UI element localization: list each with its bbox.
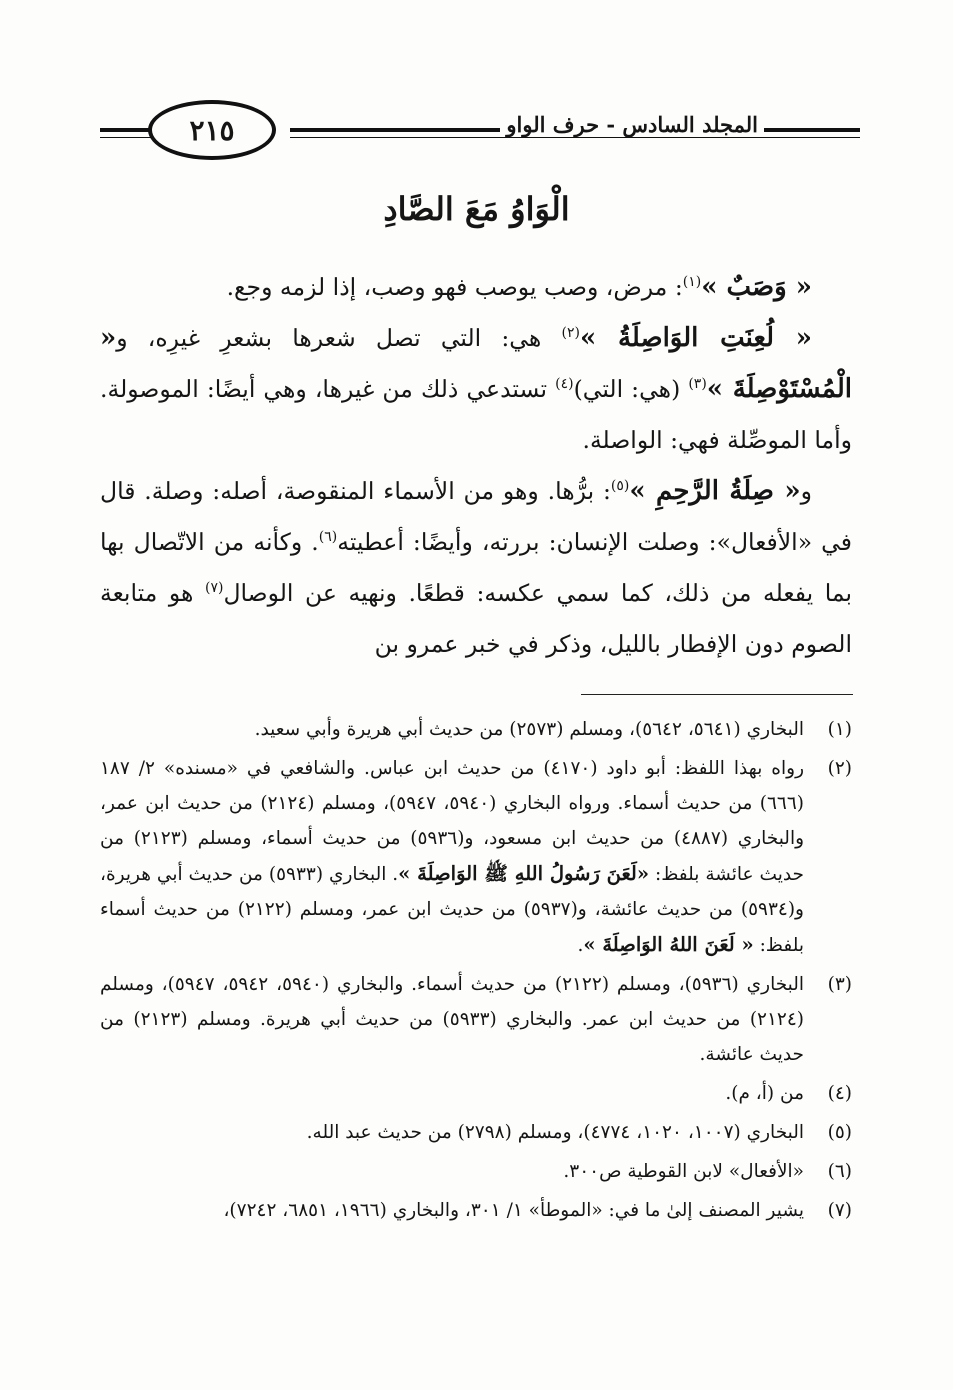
page-number: ٢١٥: [148, 100, 276, 160]
term-mustawsila: « الْمُسْتَوْصِلَةَ »: [100, 323, 852, 404]
running-head: المجلد السادس - حرف الواو: [500, 112, 764, 137]
footnote-text: [100, 751, 804, 963]
paragraph-text: هي: التي تصل شعرها بشعرِ غيرِه، و: [116, 324, 562, 352]
footnote-4: [100, 1076, 852, 1111]
footnotes: [100, 712, 852, 1232]
footnote-7: [100, 1193, 852, 1228]
footnote-5: [100, 1115, 852, 1150]
paragraph-wasila: [100, 313, 852, 466]
term-silat-rahim: « صِلَةُ الرَّحِمِ »: [629, 476, 801, 506]
footnote-ref: (١): [682, 274, 702, 291]
footnote-ref: (٧): [204, 580, 224, 597]
paragraph-text: تستدعي ذلك من غيرها، وهي أيضًا: الموصولة. وأما الموصِّلة فهي: الواصلة.: [100, 375, 852, 454]
footnote-number: (٥): [827, 1122, 852, 1143]
main-text: [100, 262, 852, 670]
footnote-text: البخاري (٥٦٤١، ٥٦٤٢)، ومسلم (٢٥٧٣) من حديث أبي هريرة وأبي سعيد.: [254, 719, 804, 740]
header-rule-left: [100, 128, 152, 132]
footnote-text-part: .: [577, 935, 584, 956]
paragraph-wasab: [100, 262, 852, 313]
footnote-number: (٧): [827, 1200, 852, 1221]
footnote-2: [100, 751, 852, 963]
paragraph-text: (هي: التي): [573, 375, 689, 403]
footnote-ref: (٦): [318, 529, 338, 546]
paragraph-silat-rahim: [100, 466, 852, 670]
hadith-quote: «لَعَنَ رَسُولُ اللهِ ﷺ الوَاصِلَةَ »: [398, 862, 650, 885]
footnote-number: (٦): [827, 1161, 852, 1182]
footnote-ref: (٣): [688, 376, 707, 393]
footnote-ref: (٥): [610, 478, 630, 495]
footnote-text: يشير المصنف إلىٰ ما في: «الموطأ» ١/ ٣٠١، والبخاري (١٩٦٦، ٦٨٥١، ٧٢٤٢)،: [223, 1200, 804, 1221]
footnote-text: «الأفعال» لابن القوطية ص٣٠٠.: [563, 1161, 804, 1182]
page-header: [100, 98, 860, 170]
footnote-1: [100, 712, 852, 747]
footnote-separator: [581, 694, 853, 695]
paragraph-text: : مرض، وصب يوصب فهو وصب، إذا لزمه وجع.: [226, 273, 683, 301]
footnote-number: (١): [827, 719, 852, 740]
footnote-text: البخاري (١٠٠٧، ١٠٢٠، ٤٧٧٤)، ومسلم (٢٧٩٨) من حديث عبد الله.: [306, 1122, 804, 1143]
header-rule-right-thin: [290, 137, 860, 138]
footnote-6: [100, 1154, 852, 1189]
paragraph-text: : برُّها. وهو من الأسماء المنقوصة، أصله: وصلة. قال في «الأفعال»: وصلت الإنسان: بررته، وأيضًا: أعطيته: [100, 477, 852, 556]
hadith-quote: « لَعَنَ اللهُ الوَاصِلَةَ »: [583, 933, 754, 956]
footnote-number: (٣): [827, 974, 852, 995]
footnote-3: [100, 967, 852, 1072]
footnote-ref: (٤): [555, 376, 574, 393]
footnote-number: (٤): [827, 1083, 852, 1104]
footnote-ref: (٢): [561, 325, 580, 342]
footnote-text-part: رواه بهذا اللفظ: أبو داود (٤١٧٠) من حديث ابن عباس. والشافعي في «مسنده» ٢/ ١٨٧ (٦٦٦) من حديث أسماء. ورواه البخاري (٥٩٤٠، ٥٩٤٧)، ومسلم (٢١٢٤) من حديث ابن عمر، والبخاري (٤٨٨٧) من حديث ابن مسعود، و(٥٩٣٦) من حديث أسماء، ومسلم (٢١٢٣) من حديث عائشة بلفظ:: [100, 758, 805, 885]
paragraph-text: هو متابعة الصوم دون الإفطار بالليل، وذكر في خبر عمرو بن: [100, 579, 852, 658]
footnote-text: من (أ، م).: [725, 1083, 804, 1104]
paragraph-text: و: [800, 477, 812, 505]
footnote-number: (٢): [827, 758, 852, 779]
term-wasab: « وَصَبٌ »: [701, 272, 812, 302]
chapter-title: الْوَاوُ مَعَ الصَّادِ: [383, 190, 570, 228]
footnote-text: البخاري (٥٩٣٦)، ومسلم (٢١٢٢) من حديث أسماء. والبخاري (٥٩٤٠، ٥٩٤٢، ٥٩٤٧)، ومسلم (٢١٢٤) من حديث ابن عمر. والبخاري (٥٩٣٣) من حديث أبي هريرة. ومسلم (٢١٢٣) من حديث عائشة.: [100, 974, 805, 1065]
paragraph-text: . وكأنه من الاتّصال بها بما يفعله من ذلك، كما سمي عكسه: قطعًا. ونهيه عن الوصال: [100, 528, 853, 607]
header-rule-left-thin: [100, 137, 152, 138]
footnote-text-part: . البخاري (٥٩٣٣) من حديث أبي هريرة، و(٥٩٣٤) من حديث عائشة، و(٥٩٣٧) من حديث ابن عمر، ومسلم (٢١٢٢) من حديث أسماء بلفظ:: [100, 864, 804, 956]
term-wasila: « لُعِنَتِ الوَاصِلَةُ »: [579, 323, 813, 353]
